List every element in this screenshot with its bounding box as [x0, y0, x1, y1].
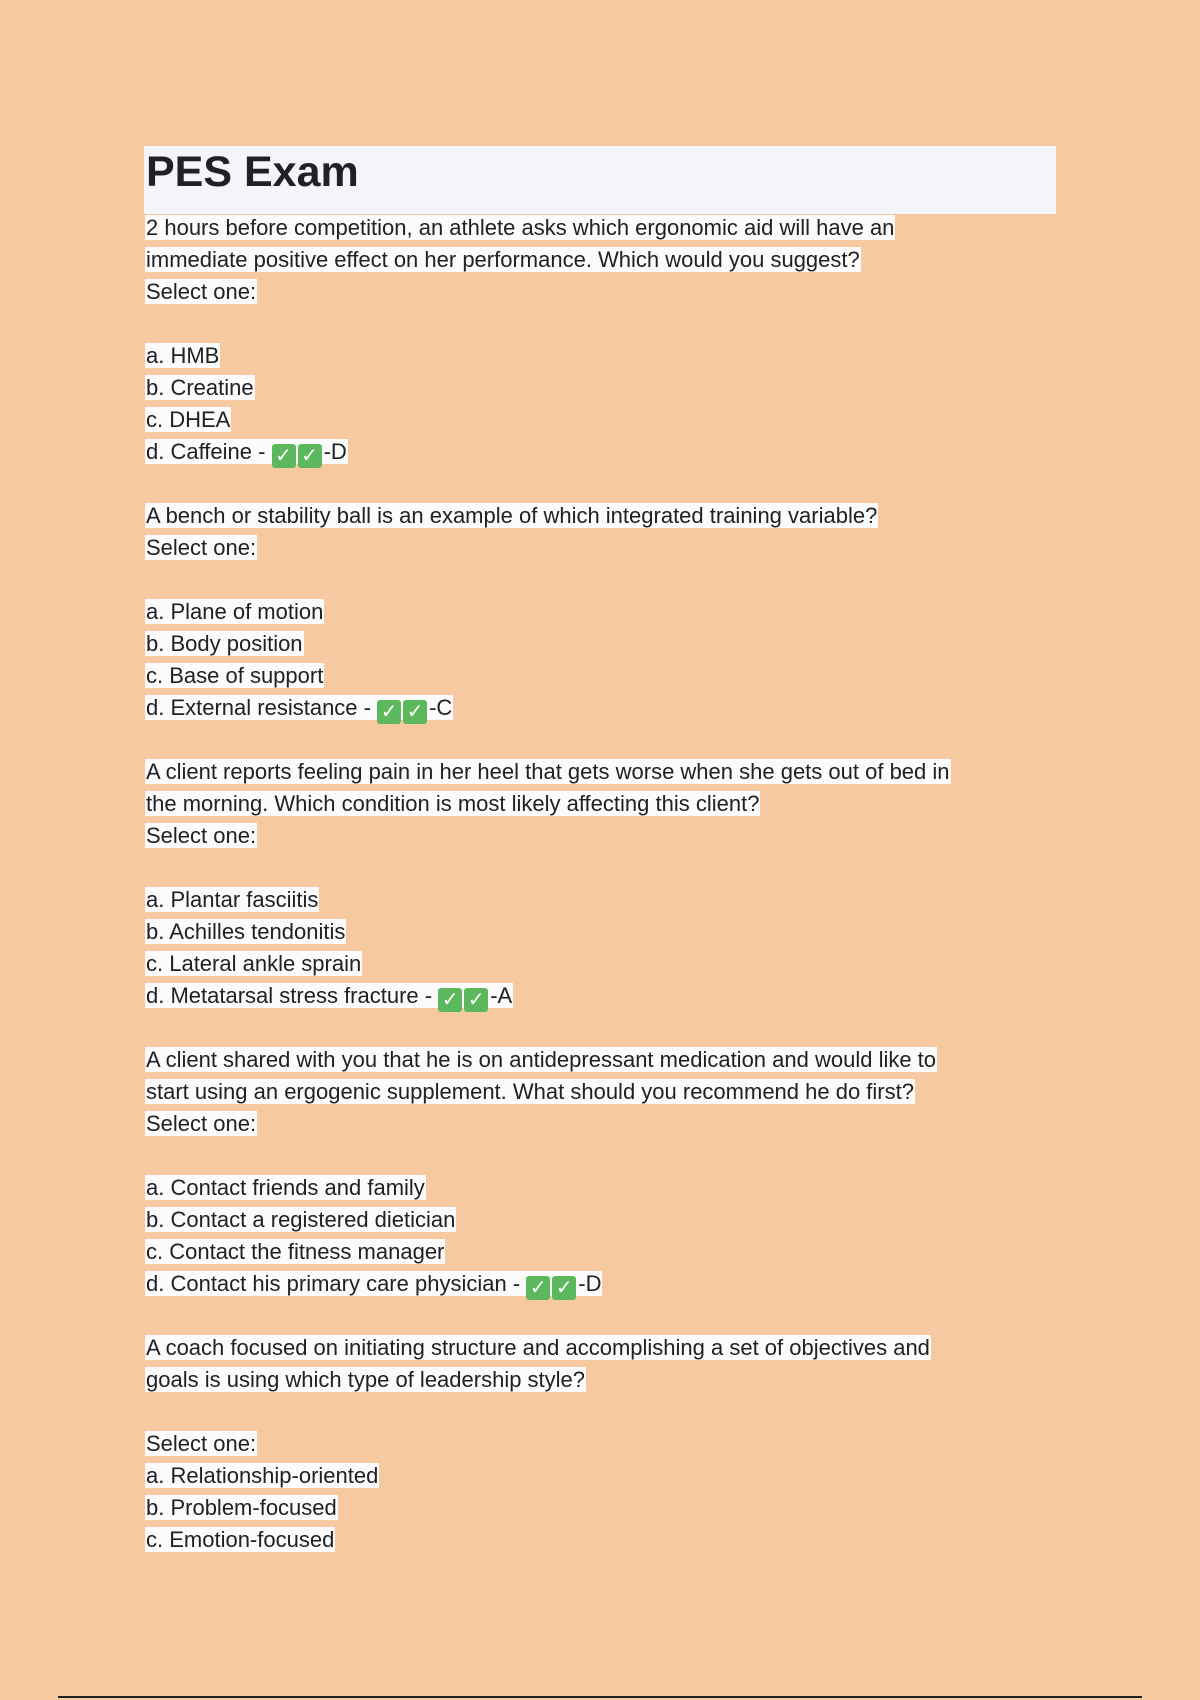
page-title: PES Exam — [146, 148, 359, 196]
option-item: c. Lateral ankle sprain — [146, 951, 362, 976]
option-item: a. Relationship-oriented — [146, 1463, 379, 1488]
option-item: a. Contact friends and family — [146, 1175, 425, 1200]
check-mark-icon: ✓ — [377, 700, 401, 724]
option-item: c. Emotion-focused — [146, 1527, 335, 1552]
option-item: a. HMB — [146, 343, 220, 368]
question-block — [145, 1332, 1065, 1556]
question-block — [145, 756, 1065, 1044]
question-block — [145, 212, 1065, 500]
option-item: b. Creatine — [146, 375, 254, 400]
question-line: A bench or stability ball is an example of which integrated training variable? — [146, 503, 878, 528]
question-line: A client shared with you that he is on antidepressant medication and would like to — [146, 1047, 937, 1072]
select-one-label: Select one: — [146, 535, 257, 560]
option-item: a. Plantar fasciitis — [146, 887, 319, 912]
option-item-with-answer: d. External resistance - ✓ ✓ -C — [146, 695, 453, 723]
option-item-with-answer: d. Caffeine - ✓ ✓ -D — [146, 439, 347, 467]
check-mark-icon: ✓ — [298, 444, 322, 468]
answer-key: -D — [323, 439, 347, 464]
check-mark-icon: ✓ — [464, 988, 488, 1012]
option-item: b. Body position — [146, 631, 303, 656]
question-line: immediate positive effect on her performance. Which would you suggest? — [146, 247, 860, 272]
question-line: A client reports feeling pain in her heel that gets worse when she gets out of bed in — [146, 759, 950, 784]
option-item-with-answer: d. Contact his primary care physician - ✓ ✓ -D — [146, 1271, 602, 1299]
option-item: c. Contact the fitness manager — [146, 1239, 445, 1264]
option-item: c. DHEA — [146, 407, 231, 432]
option-item: b. Contact a registered dietician — [146, 1207, 456, 1232]
option-item: a. Plane of motion — [146, 599, 324, 624]
select-one-label: Select one: — [146, 1431, 257, 1456]
question-line: the morning. Which condition is most likely affecting this client? — [146, 791, 760, 816]
question-block — [145, 1044, 1065, 1332]
question-line: A coach focused on initiating structure and accomplishing a set of objectives and — [146, 1335, 930, 1360]
question-line: goals is using which type of leadership style? — [146, 1367, 586, 1392]
answer-key: -A — [490, 983, 513, 1008]
select-one-label: Select one: — [146, 1111, 257, 1136]
check-mark-icon: ✓ — [403, 700, 427, 724]
option-item-with-answer: d. Metatarsal stress fracture - ✓ ✓ -A — [146, 983, 513, 1011]
select-one-label: Select one: — [146, 279, 257, 304]
option-item: c. Base of support — [146, 663, 324, 688]
page-divider — [58, 1696, 1142, 1698]
question-line: 2 hours before competition, an athlete asks which ergonomic aid will have an — [146, 215, 895, 240]
question-block — [145, 500, 1065, 756]
option-item: b. Problem-focused — [146, 1495, 337, 1520]
answer-key: -D — [578, 1271, 602, 1296]
option-item: b. Achilles tendonitis — [146, 919, 346, 944]
check-mark-icon: ✓ — [438, 988, 462, 1012]
check-mark-icon: ✓ — [272, 444, 296, 468]
document-body — [145, 212, 1065, 1556]
question-line: start using an ergogenic supplement. What should you recommend he do first? — [146, 1079, 914, 1104]
select-one-label: Select one: — [146, 823, 257, 848]
answer-key: -C — [429, 695, 453, 720]
check-mark-icon: ✓ — [526, 1276, 550, 1300]
check-mark-icon: ✓ — [552, 1276, 576, 1300]
